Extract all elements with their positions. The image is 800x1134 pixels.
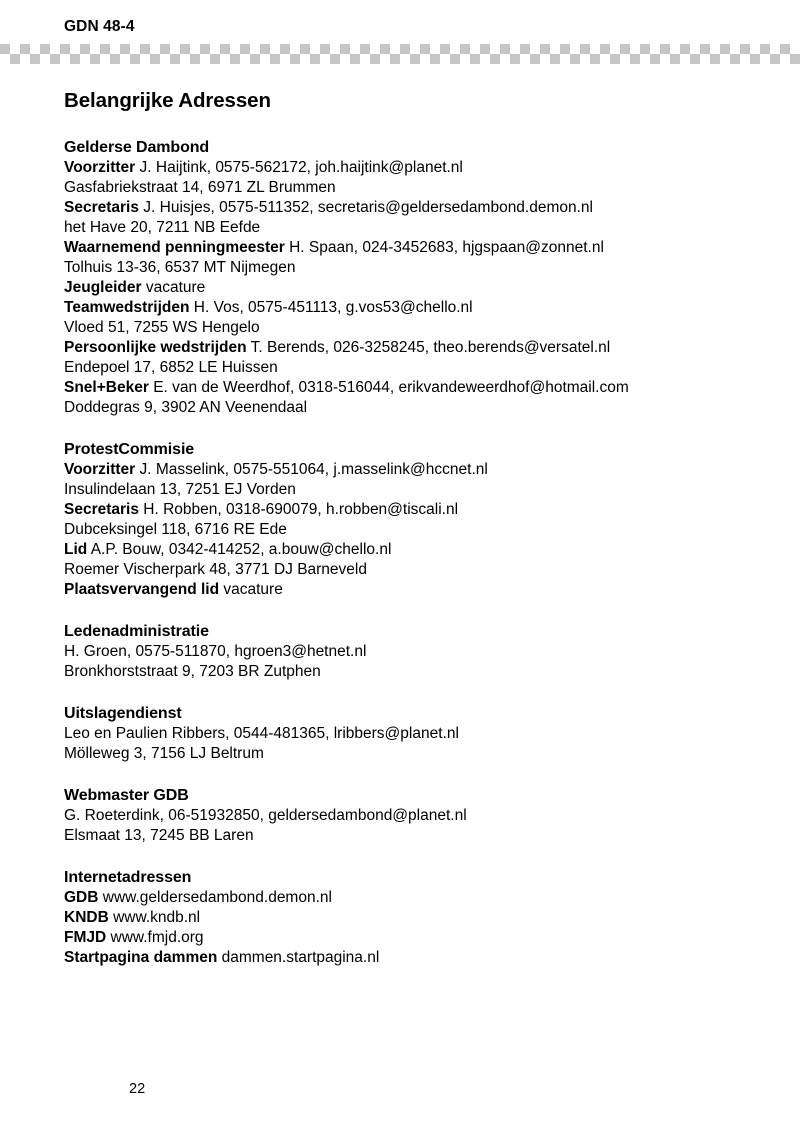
entry-detail-text: Elsmaat 13, 7245 BB Laren [64, 827, 254, 844]
entry-role-label: GDB [64, 889, 99, 906]
address-detail-line [64, 520, 764, 540]
entry-detail-text: Tolhuis 13-36, 6537 MT Nijmegen [64, 259, 296, 276]
entry-detail-text: A.P. Bouw, 0342-414252, a.bouw@chello.nl [90, 541, 392, 558]
address-entry-line [64, 540, 764, 560]
entry-role-label: Voorzitter [64, 159, 136, 176]
entry-role-label: Lid [64, 541, 88, 558]
address-detail-line [64, 724, 764, 744]
section-heading: ProtestCommisie [64, 441, 195, 458]
address-entry-line [64, 908, 764, 928]
address-section [64, 868, 764, 968]
entry-detail-text: Dubceksingel 118, 6716 RE Ede [64, 521, 287, 538]
issue-label: GDN 48-4 [64, 18, 135, 35]
address-detail-line [64, 480, 764, 500]
address-detail-line [64, 806, 764, 826]
entry-role-label: Secretaris [64, 501, 139, 518]
entry-detail-text: H. Groen, 0575-511870, hgroen3@hetnet.nl [64, 643, 367, 660]
entry-detail-text: Vloed 51, 7255 WS Hengelo [64, 319, 260, 336]
entry-detail-text: J. Huisjes, 0575-511352, secretaris@geldersedambond.demon.nl [143, 199, 594, 216]
section-heading: Gelderse Dambond [64, 139, 210, 156]
entry-role-label: Plaatsvervangend lid [64, 581, 220, 598]
entry-detail-text: dammen.startpagina.nl [221, 949, 380, 966]
checker-row-top [0, 44, 800, 54]
page-header [0, 0, 800, 68]
entry-detail-text: Endepoel 17, 6852 LE Huissen [64, 359, 278, 376]
address-entry-line [64, 928, 764, 948]
entry-detail-text: Mölleweg 3, 7156 LJ Beltrum [64, 745, 264, 762]
entry-role-label: Waarnemend penningmeester [64, 239, 285, 256]
entry-detail-text: www.geldersedambond.demon.nl [102, 889, 332, 906]
entry-detail-text: Bronkhorststraat 9, 7203 BR Zutphen [64, 663, 321, 680]
address-entry-line [64, 460, 764, 480]
entry-detail-text: J. Haijtink, 0575-562172, joh.haijtink@planet.nl [139, 159, 463, 176]
entry-detail-text: Leo en Paulien Ribbers, 0544-481365, lribbers@planet.nl [64, 725, 459, 742]
address-detail-line [64, 258, 764, 278]
checkerboard-divider [0, 44, 800, 64]
entry-role-label: Teamwedstrijden [64, 299, 190, 316]
entry-detail-text: E. van de Weerdhof, 0318-516044, erikvandeweerdhof@hotmail.com [153, 379, 629, 396]
address-detail-line [64, 642, 764, 662]
entry-detail-text: G. Roeterdink, 06-51932850, geldersedambond@planet.nl [64, 807, 467, 824]
address-entry-line [64, 338, 764, 358]
entry-detail-text: H. Vos, 0575-451113, g.vos53@chello.nl [193, 299, 473, 316]
entry-role-label: Secretaris [64, 199, 139, 216]
address-entry-line [64, 158, 764, 178]
document-content [64, 88, 764, 968]
entry-detail-text: www.kndb.nl [113, 909, 201, 926]
sections-container [64, 138, 764, 968]
entry-detail-text: het Have 20, 7211 NB Eefde [64, 219, 261, 236]
entry-role-label: FMJD [64, 929, 107, 946]
address-detail-line [64, 398, 764, 418]
address-section [64, 138, 764, 418]
address-detail-line [64, 560, 764, 580]
address-detail-line [64, 826, 764, 846]
address-entry-line [64, 948, 764, 968]
section-heading: Internetadressen [64, 869, 192, 886]
address-detail-line [64, 662, 764, 682]
entry-detail-text: vacature [145, 279, 206, 296]
entry-detail-text: Gasfabriekstraat 14, 6971 ZL Brummen [64, 179, 336, 196]
page-title: Belangrijke Adressen [64, 89, 271, 112]
entry-detail-text: vacature [223, 581, 283, 598]
address-detail-line [64, 178, 764, 198]
address-entry-line [64, 198, 764, 218]
entry-detail-text: www.fmjd.org [110, 929, 204, 946]
checker-row-bottom [0, 54, 800, 64]
section-heading: Webmaster GDB [64, 787, 189, 804]
entry-detail-text: T. Berends, 026-3258245, theo.berends@versatel.nl [250, 339, 611, 356]
entry-detail-text: Roemer Vischerpark 48, 3771 DJ Barneveld [64, 561, 367, 578]
address-detail-line [64, 218, 764, 238]
entry-role-label: Jeugleider [64, 279, 142, 296]
address-detail-line [64, 358, 764, 378]
address-section [64, 440, 764, 600]
entry-role-label: Voorzitter [64, 461, 136, 478]
entry-detail-text: J. Masselink, 0575-551064, j.masselink@hccnet.nl [139, 461, 488, 478]
address-entry-line [64, 298, 764, 318]
entry-role-label: Persoonlijke wedstrijden [64, 339, 247, 356]
page-number: 22 [129, 1081, 146, 1097]
entry-role-label: KNDB [64, 909, 109, 926]
address-entry-line [64, 580, 764, 600]
entry-role-label: Startpagina dammen [64, 949, 218, 966]
address-entry-line [64, 500, 764, 520]
entry-role-label: Snel+Beker [64, 379, 149, 396]
entry-detail-text: Insulindelaan 13, 7251 EJ Vorden [64, 481, 296, 498]
address-entry-line [64, 238, 764, 258]
entry-detail-text: Doddegras 9, 3902 AN Veenendaal [64, 399, 308, 416]
address-section [64, 786, 764, 846]
address-detail-line [64, 744, 764, 764]
address-section [64, 704, 764, 764]
address-entry-line [64, 888, 764, 908]
address-entry-line [64, 378, 764, 398]
entry-detail-text: H. Robben, 0318-690079, h.robben@tiscali.nl [143, 501, 459, 518]
entry-detail-text: H. Spaan, 024-3452683, hjgspaan@zonnet.nl [289, 239, 604, 256]
address-detail-line [64, 318, 764, 338]
section-heading: Uitslagendienst [64, 705, 182, 722]
address-entry-line [64, 278, 764, 298]
address-section [64, 622, 764, 682]
section-heading: Ledenadministratie [64, 623, 209, 640]
